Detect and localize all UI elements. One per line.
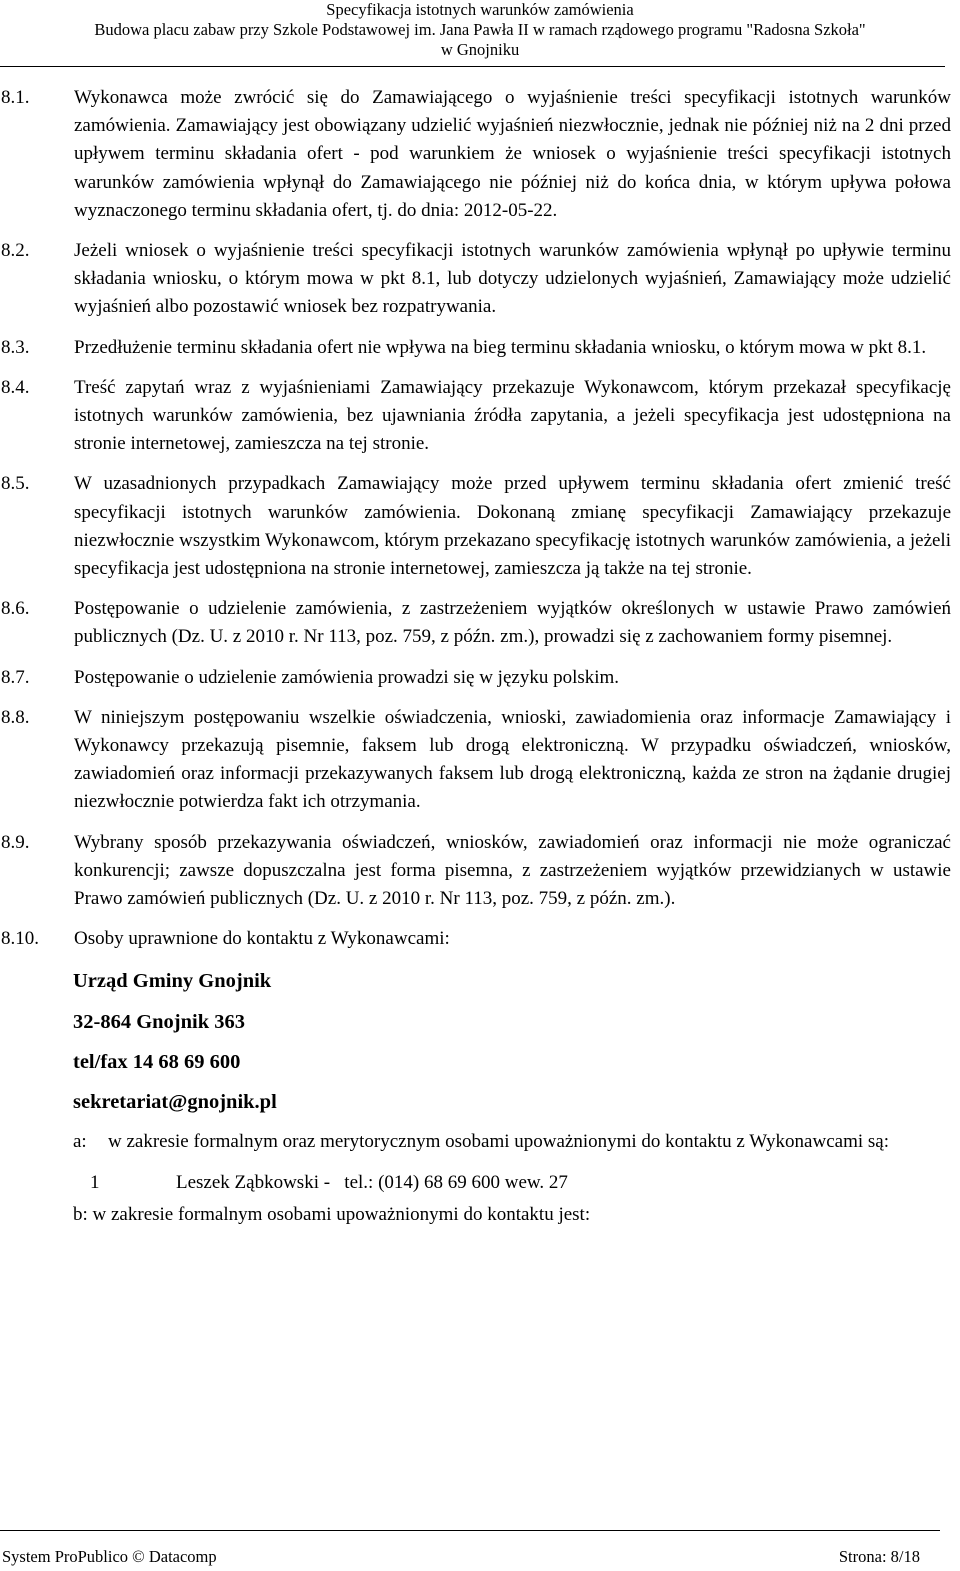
- section-number: 8.6.: [1, 598, 30, 620]
- section-text: Postępowanie o udzielenie zamówienia, z zastrzeżeniem wyjątków określonych w ustawie Prawo zamówień publicznych (Dz. U. z 2010 r. Nr 113, poz. 759, z późn. zm.), prowadzi się z zachowaniem formy pisemnej.: [74, 598, 951, 648]
- person-number: 1: [90, 1171, 100, 1193]
- contact-person: [90, 1169, 951, 1197]
- contact-address: 32-864 Gnojnik 363: [73, 1010, 245, 1033]
- section-8-9: [0, 829, 951, 914]
- section-number: 8.4.: [1, 376, 30, 398]
- subsection-text: b: w zakresie formalnym osobami upoważnionymi do kontaktu jest:: [73, 1203, 591, 1225]
- section-text: Osoby uprawnione do kontaktu z Wykonawcami:: [74, 928, 450, 950]
- footer-divider: [0, 1530, 940, 1531]
- page-header: [0, 0, 960, 60]
- section-text: Przedłużenie terminu składania ofert nie wpływa na bieg terminu składania wniosku, o którym mowa w pkt 8.1.: [74, 336, 927, 358]
- contact-phone: tel/fax 14 68 69 600: [73, 1050, 241, 1073]
- page-number: Strona: 8/18: [838, 1547, 920, 1566]
- section-text: Wykonawca może zwrócić się do Zamawiającego o wyjaśnienie treści specyfikacji istotnych warunków zamówienia. Zamawiający jest obowiązany udzielić wyjaśnień niezwłocznie, jednak nie później niż na 2 dni przed upływem terminu składania ofert - pod warunkiem że wniosek o wyjaśnienie treści specyfikacji istotnych warunków zamówienia wpłynął do Zamawiającego nie później niż do końca dnia, w którym upływa połowa wyznaczonego terminu składania ofert, tj. do dnia: 2012-05-22.: [74, 87, 951, 221]
- footer-credit: System ProPublico © Datacomp: [2, 1547, 217, 1566]
- subsection-text: w zakresie formalnym oraz merytorycznym osobami upoważnionymi do kontaktu z Wykonawcami są:: [108, 1131, 889, 1153]
- section-number: 8.3.: [1, 336, 30, 358]
- subsection-b: [73, 1201, 951, 1229]
- section-number: 8.1.: [1, 87, 30, 108]
- section-number: 8.5.: [1, 473, 30, 495]
- section-text: Jeżeli wniosek o wyjaśnienie treści specyfikacji istotnych warunków zamówienia wpłynął po upływie terminu składania wniosku, o którym mowa w pkt 8.1, lub dotyczy udzielonych wyjaśnień, Zamawiający może udzielić wyjaśnień albo pozostawić wniosek bez rozpatrywania.: [74, 240, 951, 318]
- section-8-8: [0, 704, 951, 817]
- section-text: Postępowanie o udzielenie zamówienia prowadzi się w języku polskim.: [74, 666, 620, 688]
- section-8-6: [0, 595, 951, 651]
- header-divider: [0, 66, 945, 67]
- section-text: Wybrany sposób przekazywania oświadczeń, wniosków, zawiadomień oraz informacji nie może ograniczać konkurencji; zawsze dopuszczalna jest forma pisemna, z zastrzeżeniem wyjątków przewidzianych w ustawie Prawo zamówień publicznych (Dz. U. z 2010 r. Nr 113, poz. 759, z późn. zm.).: [74, 831, 951, 910]
- section-text: W niniejszym postępowaniu wszelkie oświadczenia, wnioski, zawiadomienia oraz informacje Zamawiający i Wykonawcy przekazują pisemnie, faksem lub drogą elektroniczną. W przypadku oświadczeń, wniosków, zawiadomień oraz informacji przekazywanych faksem lub drogą elektroniczną, każda ze stron na żądanie drugiej niezwłocznie potwierdza fakt ich otrzymania.: [74, 706, 951, 813]
- person-details: Leszek Ząbkowski - tel.: (014) 68 69 600 wew. 27: [176, 1171, 568, 1193]
- subsection-label: a:: [73, 1131, 87, 1153]
- section-8-3: [0, 334, 951, 362]
- contact-name: Urząd Gminy Gnojnik: [73, 970, 272, 993]
- header-location: w Gnojniku: [440, 40, 520, 59]
- section-text: Treść zapytań wraz z wyjaśnieniami Zamawiający przekazuje Wykonawcom, którym przekazał specyfikację istotnych warunków zamówienia, bez ujawniania źródła zapytania, a jeżeli specyfikacja jest udostępniona na stronie internetowej, zamieszcza na tej stronie.: [74, 376, 951, 455]
- contact-email: sekretariat@gnojnik.pl: [73, 1091, 277, 1114]
- header-subtitle: Budowa placu zabaw przy Szkole Podstawowej im. Jana Pawła II w ramach rządowego programu "Radosna Szkoła": [94, 20, 866, 39]
- section-text: W uzasadnionych przypadkach Zamawiający może przed upływem terminu składania ofert zmienić treść specyfikacji istotnych warunków zamówienia. Dokonaną zmianę specyfikacji Zamawiający przekazuje niezwłocznie wszystkim Wykonawcom, którym przekazano specyfikację istotnych warunków zamówienia, a jeżeli specyfikacja jest udostępniona na stronie internetowej, zamieszcza ją także na tej stronie.: [74, 473, 951, 580]
- section-8-10: [0, 925, 951, 953]
- section-number: 8.7.: [1, 666, 30, 688]
- section-number: 8.10.: [1, 928, 39, 950]
- section-number: 8.8.: [1, 706, 30, 728]
- section-number: 8.2.: [1, 240, 30, 262]
- section-8-5: [0, 470, 951, 583]
- section-8-1: [0, 84, 951, 225]
- section-8-4: [0, 374, 951, 459]
- subsection-a: [73, 1128, 951, 1156]
- section-number: 8.9.: [1, 831, 30, 853]
- section-8-2: [0, 237, 951, 322]
- section-8-7: [0, 664, 951, 692]
- header-title: Specyfikacja istotnych warunków zamówienia: [326, 0, 634, 19]
- document-body: [0, 84, 951, 1229]
